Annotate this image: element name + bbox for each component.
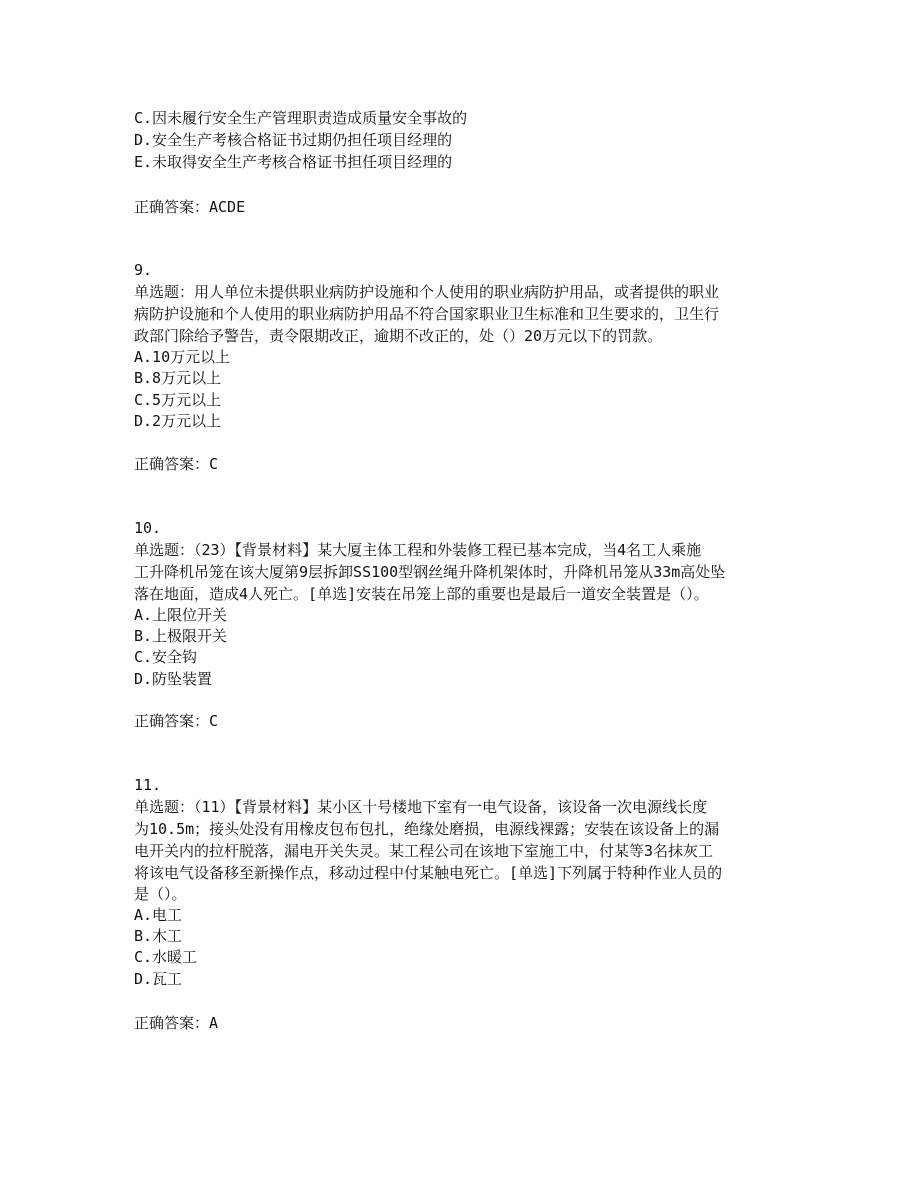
question-stem-line: 工升降机吊笼在该大厦第9层拆卸SS100型钢丝绳升降机架体时，升降机吊笼从33m高处坠: [134, 563, 726, 581]
question-stem-line: 单选题：（23）【背景材料】某大厦主体工程和外装修工程已基本完成，当4名工人乘施: [134, 541, 702, 559]
option-e: E.未取得安全生产考核合格证书担任项目经理的: [134, 153, 453, 171]
correct-answer: 正确答案：C: [134, 455, 219, 473]
question-stem-line: 为10.5m；接头处没有用橡皮包布包扎，绝缘处磨损，电源线裸露；安装在该设备上的漏: [134, 820, 720, 838]
question-number: 10.: [134, 519, 162, 537]
option-c: C.安全钩: [134, 648, 198, 666]
question-stem-line: 病防护设施和个人使用的职业病防护用品不符合国家职业卫生标准和卫生要求的，卫生行: [134, 305, 720, 323]
question-stem-line: 电开关内的拉杆脱落，漏电开关失灵。某工程公司在该地下室施工中，付某等3名抹灰工: [134, 842, 714, 860]
correct-answer: 正确答案：A: [134, 1014, 219, 1032]
option-d: D.安全生产考核合格证书过期仍担任项目经理的: [134, 131, 453, 149]
option-d: D.防坠装置: [134, 670, 213, 688]
correct-answer: 正确答案：ACDE: [134, 198, 246, 216]
option-c: C.5万元以上: [134, 391, 222, 409]
option-c: C.水暖工: [134, 948, 198, 966]
correct-answer: 正确答案：C: [134, 712, 219, 730]
question-number: 9.: [134, 261, 153, 279]
option-a: A.10万元以上: [134, 348, 231, 366]
question-stem-line: 是（）。: [134, 885, 187, 903]
question-number: 11.: [134, 776, 162, 794]
option-a: A.上限位开关: [134, 606, 228, 624]
question-stem-line: 政部门除给予警告，责令限期改正，逾期不改正的，处（）20万元以下的罚款。: [134, 327, 663, 345]
option-b: B.上极限开关: [134, 627, 228, 645]
option-b: B.8万元以上: [134, 369, 222, 387]
question-stem-line: 落在地面，造成4人死亡。[单选]安装在吊笼上部的重要也是最后一道安全装置是（）。: [134, 585, 709, 603]
option-d: D.2万元以上: [134, 412, 222, 430]
option-d: D.瓦工: [134, 970, 183, 988]
option-b: B.木工: [134, 927, 183, 945]
question-stem-line: 将该电气设备移至新操作点，移动过程中付某触电死亡。[单选]下列属于特种作业人员的: [134, 864, 723, 882]
question-stem-line: 单选题：用人单位未提供职业病防护设施和个人使用的职业病防护用品，或者提供的职业: [134, 283, 720, 301]
question-stem-line: 单选题：（11）【背景材料】某小区十号楼地下室有一电气设备，该设备一次电源线长度: [134, 798, 708, 816]
option-a: A.电工: [134, 906, 183, 924]
option-c: C.因未履行安全生产管理职责造成质量安全事故的: [134, 109, 468, 127]
